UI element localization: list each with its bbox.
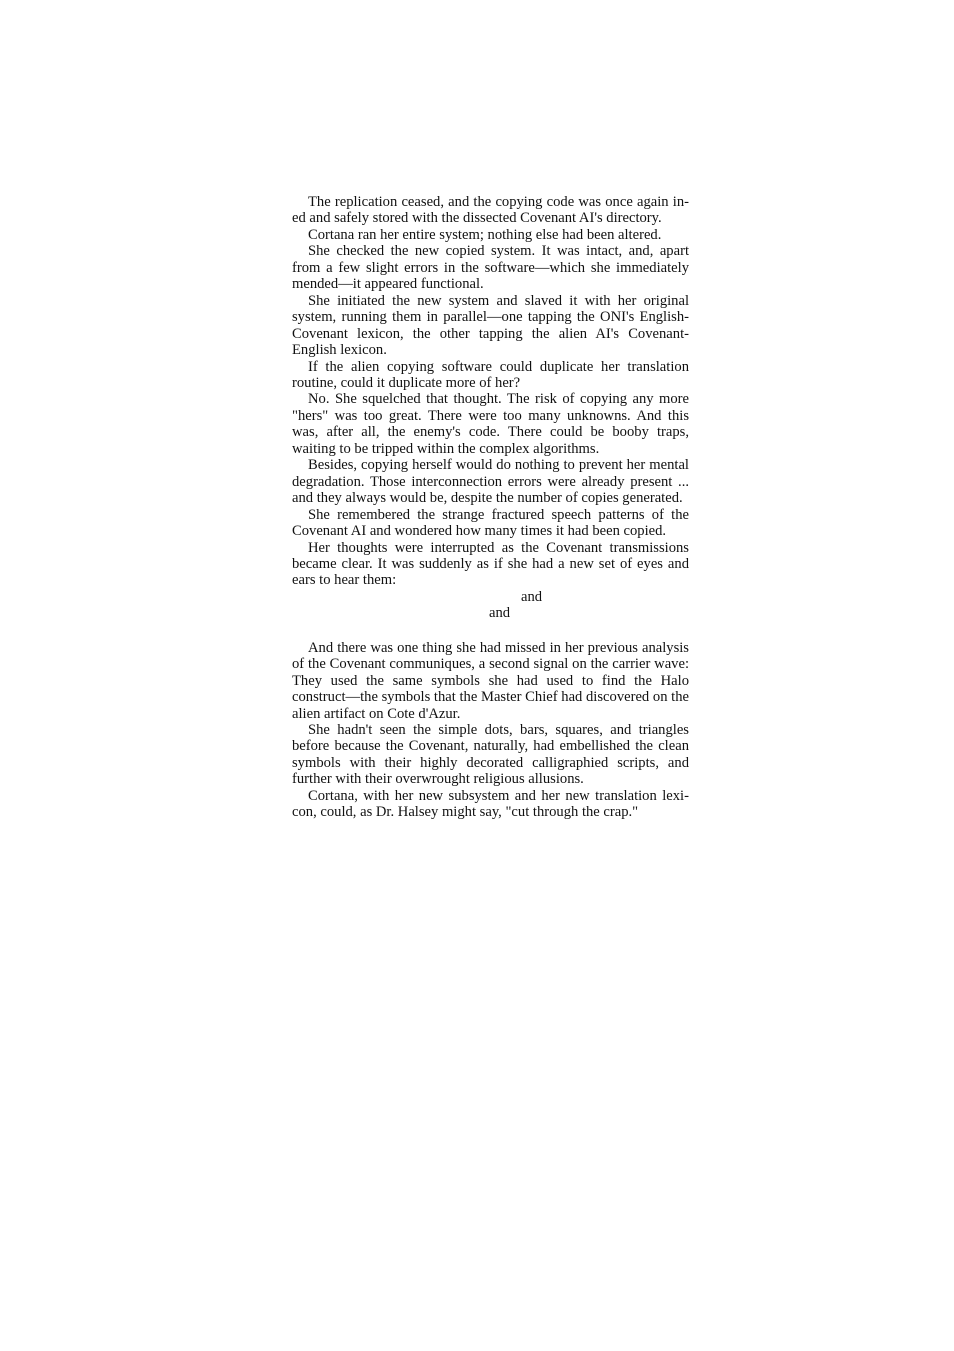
paragraph: She checked the new copied system. It was intact, and, apart from a few slight errors in the software—which she immediately mended—it appeared functional. [292, 243, 689, 293]
paragraph: Besides, copying herself would do nothing to prevent her mental degradation. Those interconnection errors were already present ... and they always would be, despite the number of copies generated. [292, 457, 689, 507]
paragraph: She initiated the new system and slaved it with her original system, running them in parallel—one tapping the ONI's English-Covenant lexicon, the other tapping the alien AI's Covenant-English lexicon. [292, 292, 689, 359]
transmission-line-1 [292, 589, 689, 605]
transmission-and-text: and [489, 605, 511, 622]
blank-gap [292, 622, 689, 640]
paragraph: If the alien copying software could duplicate her translation routine, could it duplicate more of her? [292, 358, 689, 391]
page-text-block [292, 194, 689, 821]
paragraph: And there was one thing she had missed in her previous analysis of the Covenant communiques, a second signal on the carrier wave: They used the same symbols she had used to find the Halo construct—the symbols that the Master Chief had discovered on the alien artifact on Cote d'Azur. [292, 639, 689, 722]
paragraph: Cortana, with her new subsystem and her new translation lexicon, could, as Dr. Halsey might say, "cut through the crap." [292, 787, 689, 821]
paragraph: Her thoughts were interrupted as the Covenant transmissions became clear. It was suddenly as if she had a new set of eyes and ears to hear them: [292, 539, 689, 589]
transmission-and-text: and [521, 588, 543, 605]
paragraph: She hadn't seen the simple dots, bars, squares, and triangles before because the Covenant, naturally, had embellished the clean symbols with their highly decorated calligraphied scripts, and further with their overwrought religious allusions. [292, 722, 689, 788]
paragraph: The replication ceased, and the copying code was once again ined and safely stored with the dissected Covenant AI's directory. [292, 194, 689, 227]
paragraph: Cortana ran her entire system; nothing else had been altered. [308, 226, 662, 243]
transmission-line-2 [292, 605, 689, 621]
paragraph: She remembered the strange fractured speech patterns of the Covenant AI and wondered how many times it had been copied. [292, 506, 689, 540]
paragraph: No. She squelched that thought. The risk of copying any more "hers" was too great. There were too many unknowns. And this was, after all, the enemy's code. There could be booby traps, waiting to be tripped within the complex algorithms. [292, 391, 689, 457]
